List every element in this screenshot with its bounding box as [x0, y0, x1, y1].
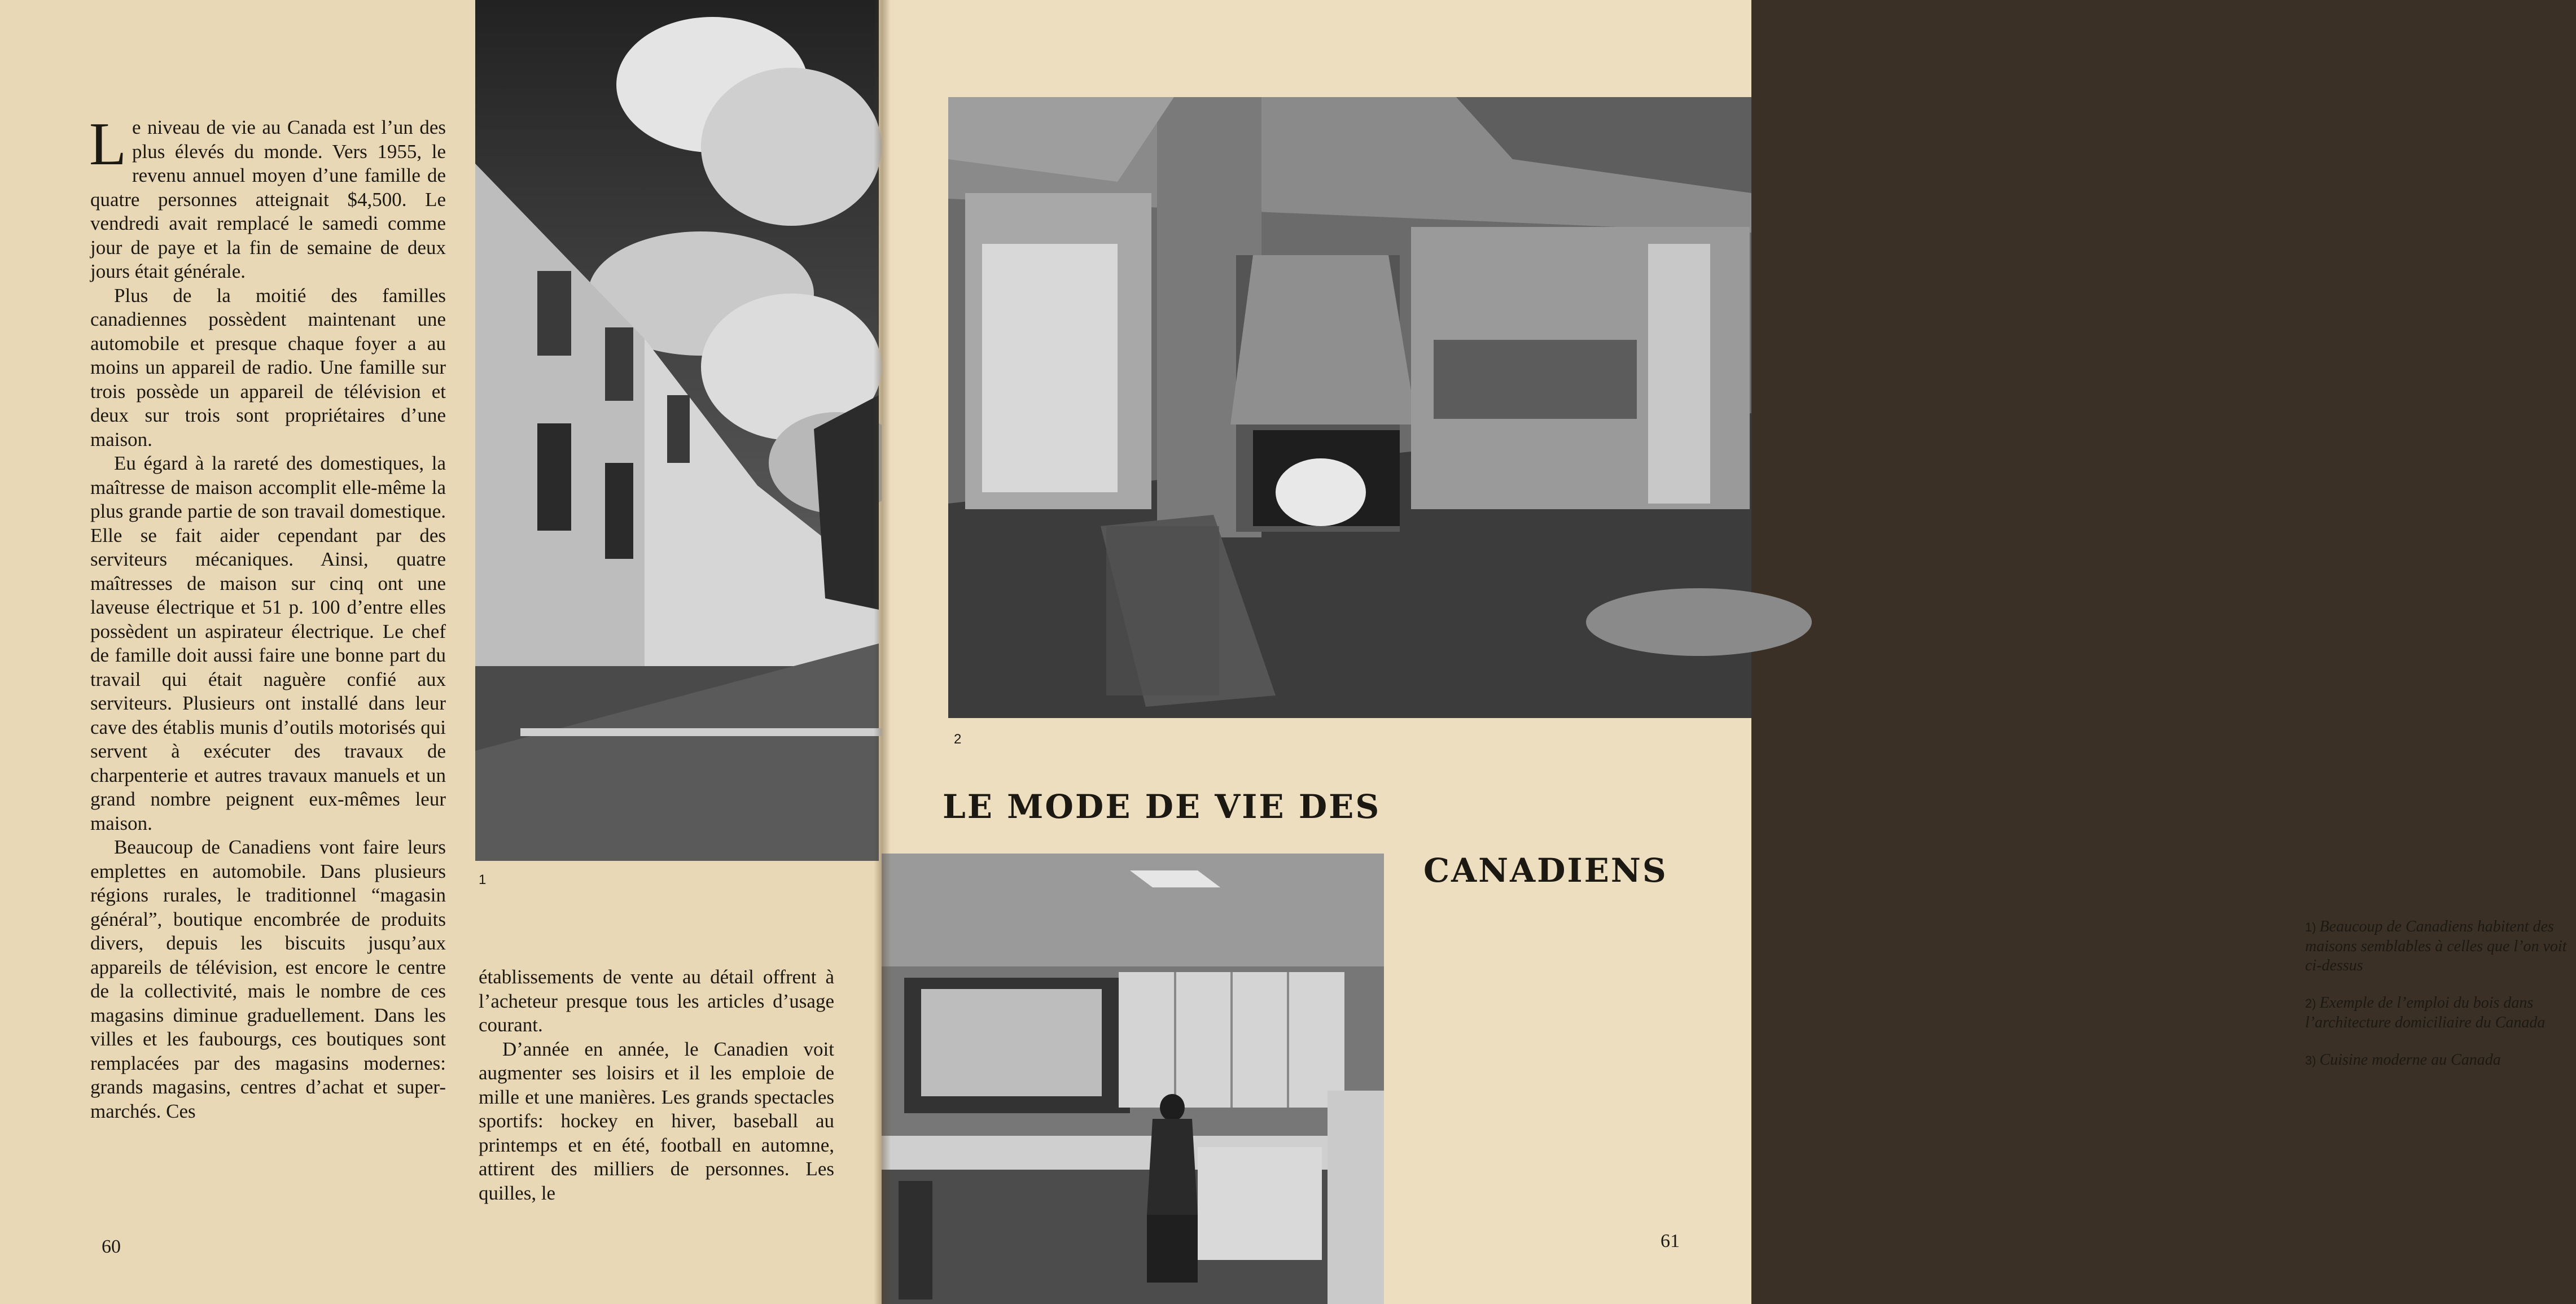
paragraph-1: Le niveau de vie au Canada est l’un des plus élevés du monde. Vers 1955, le revenu annuel moyen d’une famille de quatre personnes atteignait $4,500. Le vendredi avait remplacé le samedi comme jour de paye et la fin de semaine de deux jours était générale. [89, 111, 446, 282]
photo-fireplace-interior [948, 97, 1751, 718]
book-gutter [874, 0, 891, 1304]
article-title-line-1: LE MODE DE VIE DES [943, 787, 1381, 826]
page-number-left: 60 [102, 1236, 121, 1257]
caption-2: 2) Exemple de l’emploi du bois dans l’architecture domiciliaire du Canada [2305, 994, 2546, 1031]
caption-1: 1) Beaucoup de Canadiens habitent des maisons semblables à celles que l’on voit ci-dessus [2305, 918, 2567, 974]
right-page [882, 0, 2567, 1304]
figure-label-1: 1 [479, 872, 487, 887]
paragraph-2: Plus de la moitié des familles canadiennes possèdent maintenant une automobile et presque chaque foyer a au moins un appareil de radio. Une famille sur trois possède un appareil de télévision et deux sur trois sont propriétaires d’une maison. [90, 284, 446, 450]
paragraph-4: Beaucoup de Canadiens vont faire leurs emplettes en automobile. Dans plusieurs régions rurales, le traditionnel “magasin général”, boutique encombrée de produits divers, depuis les biscuits jusqu’aux appareils de télévision, est encore le centre de la collectivité, mais le nombre de ces magasins diminue graduellement. Dans les villes et les faubourgs, ces boutiques sont remplacées par des magasins modernes: grands magasins, centres d’achat et super-marchés. Ces [90, 836, 446, 1122]
paragraph-6: D’année en année, le Canadien voit augmenter ses loisirs et il les emploie de mille et une manières. Les grands spectacles sportifs: hockey en hiver, baseball au printemps et en été, football en automne, attirent des milliers de personnes. Les quilles, le [479, 1038, 834, 1204]
photo-modern-kitchen [882, 854, 1384, 1304]
drop-cap: L [89, 111, 126, 178]
page-number-right: 61 [1661, 1231, 1680, 1252]
paragraph-3: Eu égard à la rareté des domestiques, la maîtresse de maison accomplit elle-même la plus grande partie de son travail domestique. Elle se fait aider cependant par des serviteurs mécaniques. Ainsi, quatre maîtresses de maison sur cinq ont une laveuse électrique et 51 p. 100 d’entre elles possèdent un aspirateur électrique. Le chef de famille doit aussi faire une bonne part du travail qui était naguère confié aux serviteurs. Plusieurs ont installé dans leur cave des établis munis d’outils motorisés qui servent à exécuter des travaux de charpenterie et autres travaux manuels et un grand nombre peignent eux-mêmes leur maison. [90, 452, 446, 834]
figure-label-2: 2 [954, 732, 962, 747]
left-page [0, 0, 882, 1304]
text-column-1 [89, 111, 446, 1123]
text-column-2 [479, 965, 834, 1205]
paragraph-5: établissements de vente au détail offrent à l’acheteur presque tous les articles d’usage courant. [479, 966, 834, 1036]
photo-captions [2305, 917, 2576, 1088]
article-title-line-2: CANADIENS [1423, 851, 1668, 890]
photo-row-houses [475, 0, 879, 861]
caption-3: 3) Cuisine moderne au Canada [2305, 1051, 2501, 1069]
